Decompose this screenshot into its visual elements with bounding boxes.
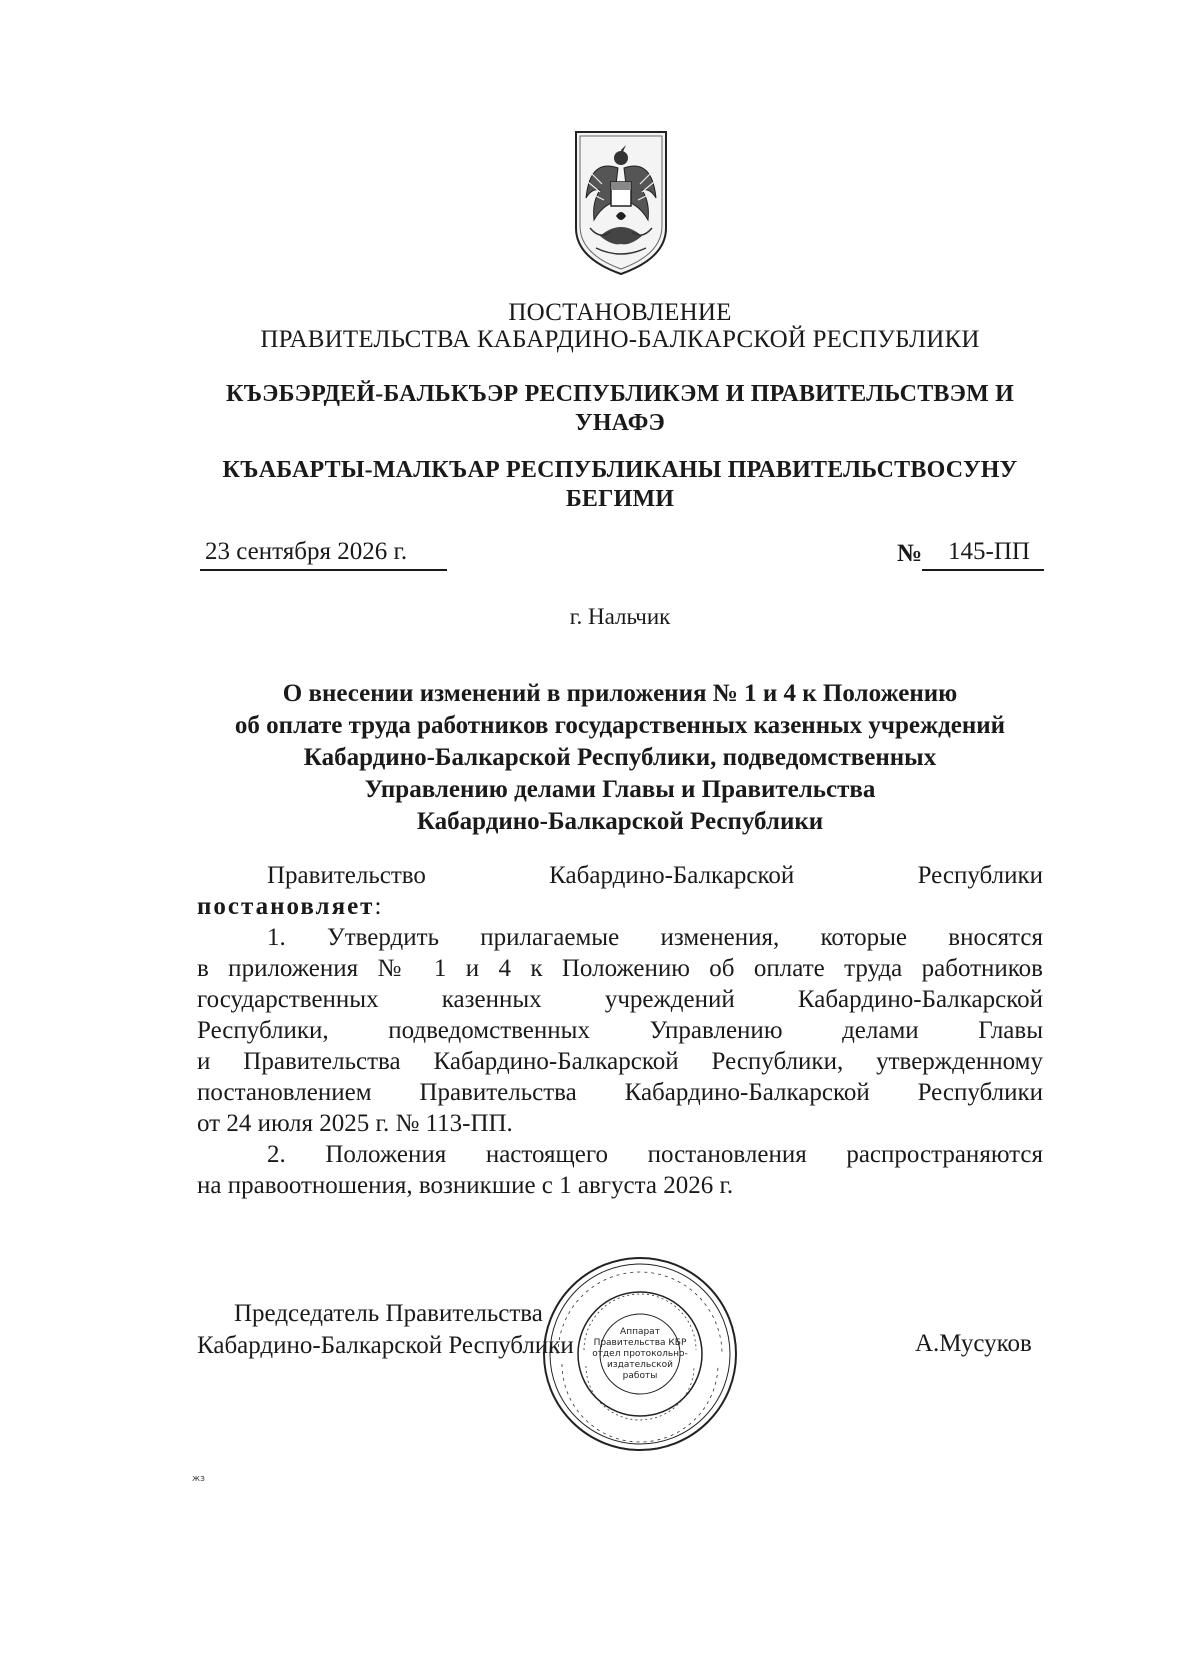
paragraph-1-line: постановлением Правительства Кабардино-Балкарской Республики (197, 1079, 1043, 1106)
paragraph-1-line: государственных казенных учреждений Кабардино-Балкарской (197, 986, 1043, 1013)
paragraph-2-line: 2. Положения настоящего постановления распространяются (267, 1141, 1043, 1168)
signatory-title-line: Кабардино-Балкарской Республики (197, 1332, 574, 1359)
city: г. Нальчик (569, 604, 671, 629)
paragraph-2-line: на правоотношения, возникшие с 1 августа 2026 г. (197, 1172, 734, 1199)
stamp-center-line: Правительства КБР (593, 1338, 687, 1348)
title-line: об оплате труда работников государственных казенных учреждений (234, 712, 1006, 739)
number-underline (922, 569, 1044, 571)
signatory-title (197, 1298, 574, 1362)
header-government: ПРАВИТЕЛЬСТВА КАБАРДИНО-БАЛКАРСКОЙ РЕСПУБЛИКИ (260, 326, 980, 353)
title-line: Управлению делами Главы и Правительства (364, 776, 876, 803)
stamp-center-line: Аппарат (620, 1327, 660, 1337)
paragraph-1-line: от 24 июля 2025 г. № 113-ПП. (197, 1110, 513, 1137)
stamp-center-line: работы (622, 1371, 658, 1381)
paragraph-1-line: и Правительства Кабардино-Балкарской Республики, утвержденному (197, 1048, 1043, 1075)
header-balkar-line2: БЕГИМИ (565, 486, 675, 512)
decree-word: постановляет (197, 893, 375, 920)
signatory-title-line: Председатель Правительства (234, 1300, 543, 1327)
title-line: Кабардино-Балкарской Республики (416, 808, 824, 835)
intro-line: Правительство Кабардино-Балкарской Республики (267, 862, 1043, 889)
coat-of-arms-emblem (570, 128, 672, 276)
date-underline (200, 569, 447, 571)
intro-decree (197, 891, 1043, 922)
title-line: Кабардино-Балкарской Республики, подведомственных (303, 744, 937, 771)
header-title: ПОСТАНОВЛЕНИЕ (508, 299, 732, 326)
header-kabardian-line2: УНАФЭ (575, 410, 665, 436)
document-number: 145-ПП (948, 538, 1030, 565)
document-date: 23 сентября 2026 г. (205, 538, 408, 565)
paragraph-1-line: 1. Утвердить прилагаемые изменения, которые вносятся (267, 924, 1043, 951)
title-line: О внесении изменений в приложения № 1 и 4 к Положению (282, 680, 958, 707)
stamp-center-line: издательской (607, 1360, 673, 1370)
header-balkar-line1: КЪАБАРТЫ-МАЛКЪАР РЕСПУБЛИКАНЫ ПРАВИТЕЛЬСТВОСУНУ (222, 457, 1018, 483)
stamp-center-line: отдел протокольно- (592, 1349, 688, 1359)
official-stamp-seal (540, 1254, 740, 1454)
document-body (197, 860, 1043, 1201)
paragraph-1-line: в приложения № 1 и 4 к Положению об оплате труда работников (197, 955, 1043, 982)
header-kabardian-line1: КЪЭБЭРДЕЙ-БАЛЬКЪЭР РЕСПУБЛИКЭМ И ПРАВИТЕЛЬСТВЭМ И (225, 381, 1015, 407)
number-label: № (897, 540, 923, 567)
footnote-initials: жз (192, 1474, 205, 1484)
paragraph-1-line: Республики, подведомственных Управлению делами Главы (197, 1017, 1043, 1044)
document-title (190, 678, 1050, 838)
decree-colon: : (374, 893, 382, 920)
signatory-name: А.Мусуков (915, 1330, 1032, 1357)
